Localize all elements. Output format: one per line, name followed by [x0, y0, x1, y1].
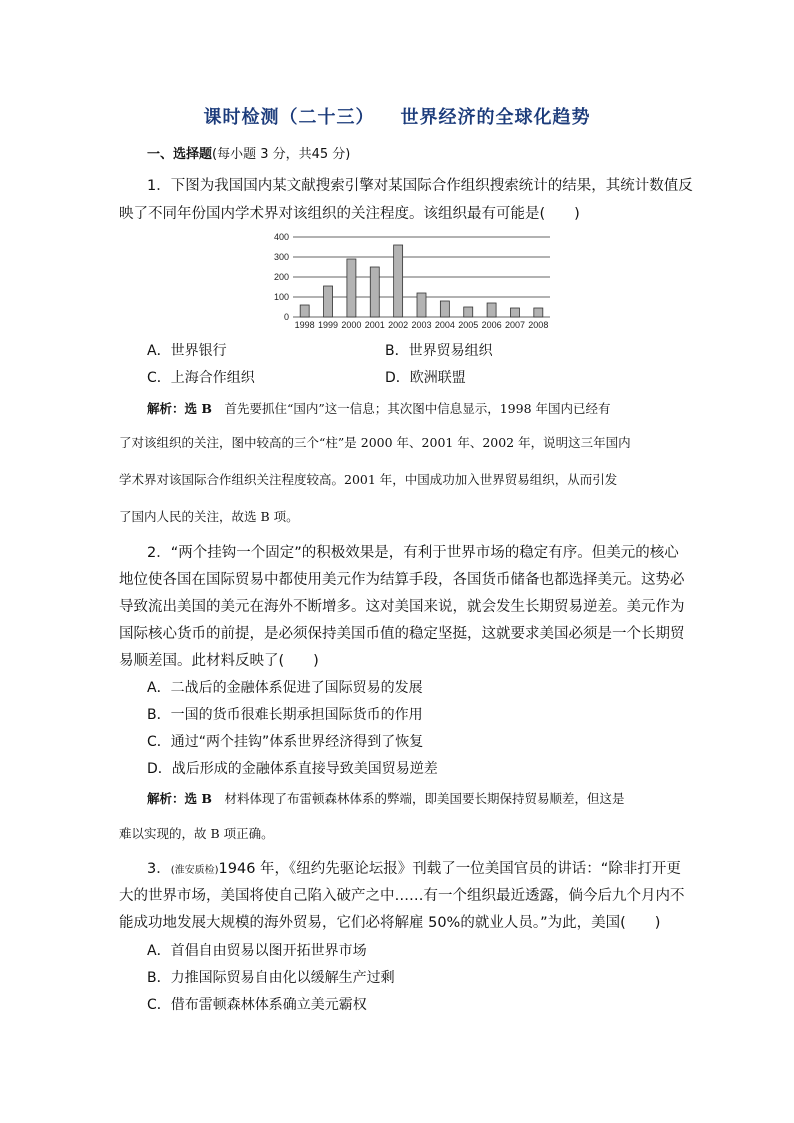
q1-analysis-line-1: [147, 399, 611, 417]
y-tick-label: 100: [273, 292, 289, 302]
section-heading-text: 一、选择题: [147, 147, 213, 162]
q2-line-3: 导致流出美国的美元在海外不断增多。这对美国来说，就会发生长期贸易逆差。美元作为: [119, 599, 685, 615]
q3-option-c[interactable]: C．借布雷顿森林体系确立美元霸权: [147, 997, 367, 1013]
q2-option-d[interactable]: D．战后形成的金融体系直接导致美国贸易逆差: [147, 761, 438, 777]
x-tick-label: 1998: [294, 320, 315, 330]
bar-2006: [487, 303, 496, 317]
section-heading: [147, 143, 350, 162]
q1-option-c[interactable]: C．上海合作组织: [147, 370, 255, 386]
q2-option-c[interactable]: C．通过“两个挂钩”体系世界经济得到了恢复: [147, 734, 424, 750]
bar-2001: [370, 267, 379, 317]
chart-x-ticks: [295, 320, 549, 330]
bar-2002: [394, 245, 403, 317]
bar-1998: [300, 305, 309, 317]
title-right: 世界经济的全球化趋势: [400, 107, 591, 128]
q3-option-a[interactable]: A．首倡自由贸易以图开拓世界市场: [147, 943, 367, 959]
q3-line-3: 能成功地发展大规模的海外贸易，它们必将解雇 50%的就业人员。”为此，美国( ): [119, 915, 661, 931]
x-tick-label: 2000: [341, 320, 362, 330]
y-tick-label: 300: [273, 252, 289, 262]
y-tick-label: 0: [283, 312, 289, 322]
bar-2008: [534, 308, 543, 317]
q2-line-4: 国际核心货币的前提，是必须保持美国币值的稳定坚挺，这就要求美国必须是一个长期贸: [119, 626, 685, 642]
q2-line-2: 地位使各国在国际贸易中都使用美元作为结算手段，各国货币储备也都选择美元。这势必: [119, 572, 685, 588]
q1-analysis-label: 解析：选 B: [147, 401, 212, 416]
q1-line-1: 1．下图为我国国内某文献搜索引擎对某国际合作组织搜索统计的结果，其统计数值反: [147, 178, 693, 194]
page-title: [0, 103, 794, 129]
q1-analysis-text-1: 首先要抓住“国内”这一信息；其次图中信息显示，1998 年国内已经有: [224, 401, 611, 416]
x-tick-label: 2002: [388, 320, 409, 330]
x-tick-label: 2007: [504, 320, 525, 330]
q2-analysis-line-1: [147, 789, 624, 807]
q3-line-2: 大的世界市场，美国将使自己陷入破产之中……有一个组织最近透露，倘今后九个月内不: [119, 888, 685, 904]
q1-analysis-line-4: 了国内人民的关注，故选 B 项。: [119, 509, 299, 524]
bar-2003: [417, 293, 426, 317]
q3-source: (淮安质检): [170, 865, 219, 876]
x-tick-label: 1999: [318, 320, 339, 330]
bar-1999: [324, 286, 333, 317]
chart-bars: [300, 245, 543, 317]
chart-y-ticks: [274, 232, 289, 322]
q3-line-1-text: 1946 年，《纽约先驱论坛报》刊载了一位美国官员的讲话：“除非打开更: [218, 861, 681, 877]
bar-chart: [265, 228, 555, 334]
q1-line-2: 映了不同年份国内学术界对该组织的关注程度。该组织最有可能是( ): [119, 206, 580, 222]
title-left: 课时检测（二十三）: [203, 107, 375, 128]
y-tick-label: 400: [273, 232, 289, 242]
bar-2000: [347, 259, 356, 317]
q2-line-5: 易顺差国。此材料反映了( ): [119, 653, 319, 669]
q1-analysis-line-3: 学术界对该国际合作组织关注程度较高。2001 年，中国成功加入世界贸易组织，从而引发: [119, 472, 618, 487]
bar-2007: [510, 308, 519, 317]
q2-option-a[interactable]: A．二战后的金融体系促进了国际贸易的发展: [147, 680, 423, 696]
bar-2004: [440, 301, 449, 317]
q1-option-d[interactable]: D．欧洲联盟: [385, 370, 466, 386]
x-tick-label: 2001: [364, 320, 385, 330]
q2-option-b[interactable]: B．一国的货币很难长期承担国际货币的作用: [147, 707, 423, 723]
x-tick-label: 2006: [481, 320, 502, 330]
x-tick-label: 2008: [528, 320, 549, 330]
x-tick-label: 2003: [411, 320, 432, 330]
section-note: (每小题 3 分，共45 分): [212, 147, 351, 162]
q3-number: 3．: [147, 861, 171, 877]
q2-analysis-line-2: 难以实现的，故 B 项正确。: [119, 826, 274, 841]
q2-analysis-label: 解析：选 B: [147, 791, 212, 806]
q1-analysis-line-2: 了对该组织的关注，图中较高的三个“柱”是 2000 年、2001 年、2002 年，说明这三年国内: [119, 435, 631, 450]
x-tick-label: 2005: [458, 320, 479, 330]
bar-2005: [464, 307, 473, 317]
q2-analysis-text-1: 材料体现了布雷顿森林体系的弊端，即美国要长期保持贸易顺差，但这是: [224, 791, 625, 806]
q2-line-1: 2．“两个挂钩一个固定”的积极效果是，有利于世界市场的稳定有序。但美元的核心: [147, 545, 679, 561]
q3-option-b[interactable]: B．力推国际贸易自由化以缓解生产过剩: [147, 970, 395, 986]
x-tick-label: 2004: [434, 320, 455, 330]
q3-line-1: [147, 857, 681, 878]
q1-option-b[interactable]: B．世界贸易组织: [385, 343, 493, 359]
y-tick-label: 200: [273, 272, 289, 282]
q1-option-a[interactable]: A．世界银行: [147, 343, 227, 359]
